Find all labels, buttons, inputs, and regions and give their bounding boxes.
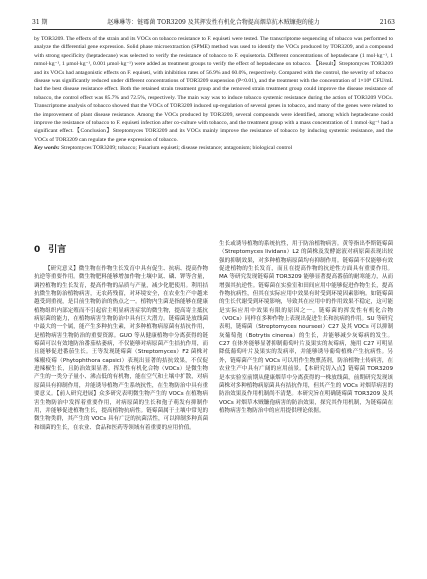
header-page-number: 31 期 xyxy=(32,19,48,26)
header-running-title: 赵琳琳等：链霉菌 TOR3209 及其挥发性有机化合物提高烟草抗木贼镰孢的能力 xyxy=(107,19,320,26)
section-number: 0 xyxy=(34,245,41,255)
abstract-block xyxy=(34,35,393,153)
keywords-label: Key words: xyxy=(34,145,60,152)
abstract-text: by TOR3209. The effects of the strain and its VOCs on tobacco resistance to F. equiseti were tested. The transcriptome sequencing of tobacco was performed to analyze the differential gene expression. Solid phase microextraction (SPME) method was used to identify the VOCs produced by TOR3209, and a compound with strong specificity (heptadecane) was selected to verify the resistance of tobacco to F. equisetoria. Different concentrations of heptadecane (1 mol·kg⁻¹, 1 mmol·kg⁻¹, 1 μmol·kg⁻¹, 0.001 μmol·kg⁻¹) were added as treatment groups to verify the effect of heptadecane on tobacco. 【Result】Streptomyces TOR3209 and its VOCs had antagonistic effects on F. equiseti, with inhibition rates of 56.9% and 60.0%, respectively. Compared with the control, the severity of tobacco disease was significantly reduced under different concentrations of TOR3209 suspension (P<0.01), and the treatment with the concentration of 1×10⁸ CFU/mL had the best disease resistance effect. Both the retained strain treatment group and the removed strain treatment group could improve the disease resistance of tobacco, the control effect was 85.7% and 72.5%, respectively. The main way was to induce tobacco systemic resistance during the action of TOR3209 VOCs. Transcriptome analysis of tobacco showed that the VOCs of TOR3209 induced up-regulation of several genes in tobacco, and many of the genes were related to the improvement of plant disease resistance. Among the VOCs produced by TOR3209, several compounds were identified, among which heptadecane could improve the resistance of tobacco to F. equiseti infection after co-culture with tobacco, and the treatment group with a mass concentration of 1 mmol·kg⁻¹ had a significant effect.【Conclusion】Streptomyces TOR3209 and its VOCs mainly improve the resistance of tobacco by inducing systemic resistance, and the VOCs of TOR3209 can regulate the gene expression of tobacco. xyxy=(34,36,393,143)
keywords-text: Streptomyces TOR3209; tobacco; Fusarium equiseti; disease resistance; antagonism; biological control xyxy=(61,145,293,152)
right-column xyxy=(219,240,393,415)
header-page-right: 2163 xyxy=(379,19,395,26)
running-header xyxy=(32,18,395,30)
keywords-line xyxy=(34,144,393,152)
section-heading xyxy=(34,242,208,255)
body-columns xyxy=(34,240,393,565)
section-title: 引言 xyxy=(48,245,67,255)
left-column-text: 【研究意义】微生物在作物生长发育中具有促生、抗病、提高作物抗逆等重要作用。微生物肥料能够增加作物土壤中氮、磷、钾等含量，调控植物的生长发育，提高作物的品质与产量，减少化肥使用。利用拮抗微生物防治植物病害，无农药残留，对环境安全，在农业生产中越来越受到重视，是目前生物防治的热点之一。植物内生菌是指能够在健康植物组织内部定殖而不引起宿主明显病害症状的微生物，提高寄主抵抗病原菌的能力，在植物病害生物防治中具有巨大潜力。链霉菌是放线菌中最大的一个属，能产生多种抗生素，对多种植物病原菌有拮抗作用，是植物病害生物防治的重要资源。GUO 等从健康植物中分离获得的链霉菌可以有效地防治番茄枯萎病，不仅能够对病原菌产生拮抗作用，而且能够促进番茄生长。王等发现链霉菌（Streptomyces）F2 菌株对辣椒疫霉（Phytophthora capsici）表现出显著的拮抗效果，不仅促进辣椒生长，且防治效果显著。挥发性有机化合物（VOCs）是微生物产生的一类分子量小、沸点低的有机物，能在空气和土壤中扩散，对病原菌具有抑制作用，并能诱导植物产生系统抗性，在生物防治中具有重要意义。【前人研究进展】众多研究表明微生物产生的 VOCs 在植物病害生物防治中发挥着重要作用，对病原菌的生长和孢子萌发有抑制作用，并能够促进植物生长，提高植物抗病性。链霉菌属于土壤中常见的微生物类群，其产生的 VOCs 具有广泛的抗菌活性，可以抑制多种真菌和细菌的生长，在农业、食品和医药等领域有着重要的应用价值。 xyxy=(34,266,208,431)
left-column xyxy=(34,240,208,432)
right-column-text: 生长或诱导植物的系统抗性，用于防治植物病害。黄等指出李斯链霉菌（Streptomyces lividans）L2 的菌株及发酵滤液对病原菌表现出较强的抑制效果，对多种植物病原菌均有抑制作用。链霉菌不仅能够有效促进植物的生长发育，而且在提高作物的抗逆性方面具有重要作用。MA 等研究发现链霉菌 TOR3209 能够显著提高番茄的耐寒能力，从而增强其抗逆性。链霉菌在实验室和田间应用中能够促进作物生长，提高作物抗病性，但其在实际应用中效果有时受到环境因素影响。如链霉菌的生长代谢受到环境影响，导致其在应用中的作用效果不稳定，这可能是实际应用中效果有限的原因之一。链霉菌的挥发性有机化合物（VOCs）同样在多种作物上表现出促进生长和抗病的作用。SU 等研究表明，链霉菌（Streptomyces nourseei）C27 及其 VOCs 可以抑制灰葡萄孢（Botrytis cinerea）的生长，并能够减少灰霉病的发生。C27 在体外能够显著抑制葡萄叶片及果实的灰霉病，施用 C27 可明显降低葡萄叶片及果实的发病率，并能够诱导葡萄植株产生抗病性。另外，链霉菌产生的 VOCs 可以用作生物熏蒸剂，防治植物土传病害，在农业生产中具有广阔的应用前景。【本研究切入点】链霉菌 TOR3209 是本实验室前期从健康烟草中分离获得的一株放线菌，前期研究发现该菌株对多种植物病原菌具有拮抗作用，但其产生的 VOCs 对烟草病害的防治效果及作用机制尚不清楚。本研究旨在明确链霉菌 TOR3209 及其 VOCs 对烟草木贼镰孢病害的防治效果，探究其作用机制，为链霉菌在植物病害生物防治中的应用提供理论依据。 xyxy=(219,241,393,414)
